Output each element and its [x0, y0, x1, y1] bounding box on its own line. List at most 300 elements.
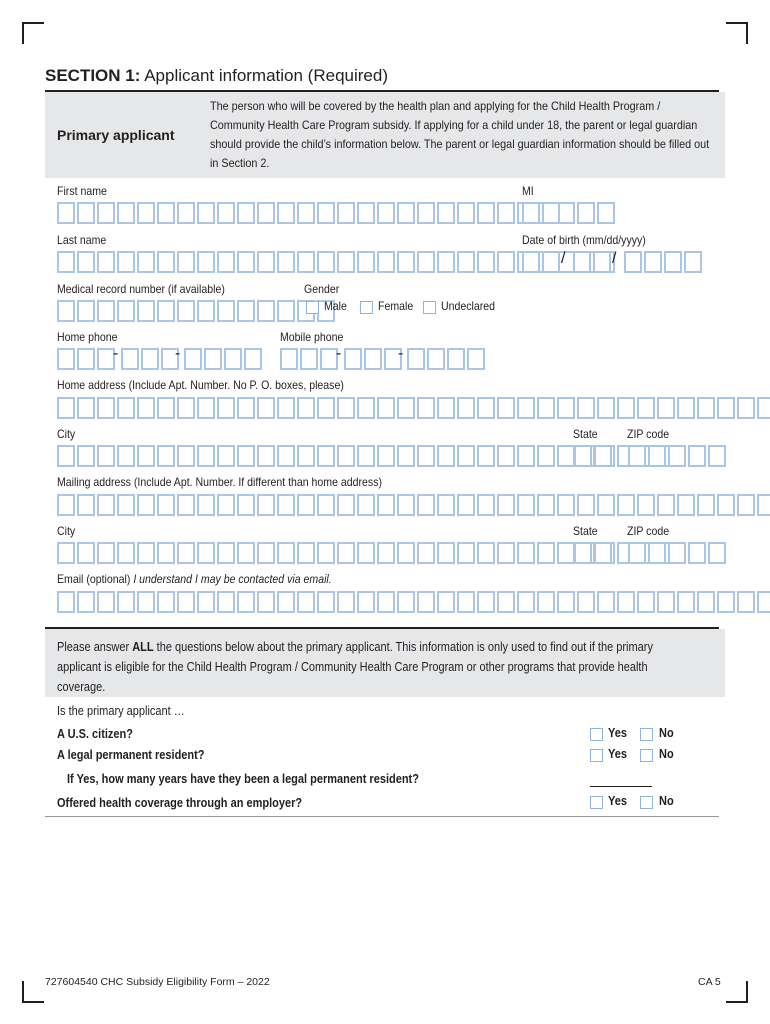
- char-box[interactable]: [737, 494, 755, 516]
- char-box[interactable]: [117, 591, 135, 613]
- char-box[interactable]: [177, 494, 195, 516]
- char-box[interactable]: [397, 251, 415, 273]
- char-box[interactable]: [344, 348, 362, 370]
- char-box[interactable]: [628, 542, 646, 564]
- char-box[interactable]: [457, 202, 475, 224]
- char-box[interactable]: [177, 397, 195, 419]
- char-box[interactable]: [437, 542, 455, 564]
- char-box[interactable]: [397, 202, 415, 224]
- char-box[interactable]: [77, 445, 95, 467]
- char-box[interactable]: [593, 251, 611, 273]
- char-box[interactable]: [557, 542, 575, 564]
- question-employer: Offered health coverage through an employer?: [57, 796, 303, 810]
- char-box[interactable]: [257, 397, 275, 419]
- mi-label: MI: [522, 184, 534, 198]
- char-box[interactable]: [117, 202, 135, 224]
- char-box[interactable]: [317, 251, 335, 273]
- char-box[interactable]: [397, 445, 415, 467]
- char-box[interactable]: [57, 591, 75, 613]
- char-box[interactable]: [317, 591, 335, 613]
- char-box[interactable]: [597, 591, 615, 613]
- char-box[interactable]: [357, 494, 375, 516]
- lpr-yes-checkbox[interactable]: [590, 749, 603, 762]
- char-box[interactable]: [137, 202, 155, 224]
- char-box[interactable]: [537, 542, 555, 564]
- employer-no-checkbox[interactable]: [640, 796, 653, 809]
- char-box[interactable]: [467, 348, 485, 370]
- char-box[interactable]: [668, 542, 686, 564]
- char-box[interactable]: [573, 251, 591, 273]
- char-box[interactable]: [277, 542, 295, 564]
- char-box[interactable]: [224, 348, 242, 370]
- char-box[interactable]: [300, 348, 318, 370]
- char-box[interactable]: [597, 202, 615, 224]
- char-box[interactable]: [177, 445, 195, 467]
- char-box[interactable]: [497, 494, 515, 516]
- char-box[interactable]: [357, 445, 375, 467]
- gender-male-checkbox[interactable]: [306, 301, 319, 314]
- char-box[interactable]: [477, 397, 495, 419]
- mailing-address-field[interactable]: [57, 494, 770, 516]
- char-box[interactable]: [57, 494, 75, 516]
- char-box[interactable]: [437, 251, 455, 273]
- mailing-state-field[interactable]: [574, 542, 614, 564]
- char-box[interactable]: [577, 202, 595, 224]
- mobile-phone-line-field[interactable]: [407, 348, 487, 370]
- char-box[interactable]: [557, 445, 575, 467]
- mailing-address-label: Mailing address (Include Apt. Number. If different than home address): [57, 475, 382, 489]
- char-box[interactable]: [477, 251, 495, 273]
- char-box[interactable]: [624, 251, 642, 273]
- mrn-field[interactable]: [57, 300, 337, 322]
- char-box[interactable]: [257, 251, 275, 273]
- char-box[interactable]: [197, 494, 215, 516]
- char-box[interactable]: [157, 300, 175, 322]
- char-box[interactable]: [664, 251, 682, 273]
- char-box[interactable]: [417, 494, 435, 516]
- char-box[interactable]: [257, 542, 275, 564]
- char-box[interactable]: [257, 202, 275, 224]
- char-box[interactable]: [517, 591, 535, 613]
- char-box[interactable]: [337, 251, 355, 273]
- char-box[interactable]: [377, 494, 395, 516]
- char-box[interactable]: [57, 445, 75, 467]
- char-box[interactable]: [577, 494, 595, 516]
- char-box[interactable]: [57, 348, 75, 370]
- email-field[interactable]: [57, 591, 770, 613]
- char-box[interactable]: [357, 251, 375, 273]
- char-box[interactable]: [574, 445, 592, 467]
- char-box[interactable]: [117, 251, 135, 273]
- email-label: [57, 572, 332, 586]
- char-box[interactable]: [237, 542, 255, 564]
- char-box[interactable]: [177, 300, 195, 322]
- char-box[interactable]: [708, 542, 726, 564]
- home-phone-area-field[interactable]: [57, 348, 117, 370]
- char-box[interactable]: [757, 591, 770, 613]
- state-field[interactable]: [574, 445, 614, 467]
- zip-field[interactable]: [628, 445, 728, 467]
- char-box[interactable]: [137, 542, 155, 564]
- char-box[interactable]: [237, 591, 255, 613]
- char-box[interactable]: [117, 542, 135, 564]
- char-box[interactable]: [457, 251, 475, 273]
- citizen-no-checkbox[interactable]: [640, 728, 653, 741]
- char-box[interactable]: [457, 445, 475, 467]
- char-box[interactable]: [277, 300, 295, 322]
- char-box[interactable]: [574, 542, 592, 564]
- char-box[interactable]: [277, 202, 295, 224]
- char-box[interactable]: [317, 445, 335, 467]
- char-box[interactable]: [477, 202, 495, 224]
- char-box[interactable]: [141, 348, 159, 370]
- char-box[interactable]: [437, 591, 455, 613]
- char-box[interactable]: [597, 397, 615, 419]
- char-box[interactable]: [297, 542, 315, 564]
- char-box[interactable]: [337, 591, 355, 613]
- char-box[interactable]: [217, 202, 235, 224]
- char-box[interactable]: [637, 591, 655, 613]
- char-box[interactable]: [617, 591, 635, 613]
- char-box[interactable]: [688, 542, 706, 564]
- mobile-phone-area-field[interactable]: [280, 348, 340, 370]
- char-box[interactable]: [177, 251, 195, 273]
- char-box[interactable]: [637, 494, 655, 516]
- char-box[interactable]: [437, 445, 455, 467]
- home-address-field[interactable]: [57, 397, 770, 419]
- section-title: [45, 66, 388, 86]
- char-box[interactable]: [397, 397, 415, 419]
- char-box[interactable]: [437, 202, 455, 224]
- char-box[interactable]: [197, 397, 215, 419]
- char-box[interactable]: [677, 494, 695, 516]
- char-box[interactable]: [257, 494, 275, 516]
- char-box[interactable]: [257, 591, 275, 613]
- char-box[interactable]: [137, 591, 155, 613]
- char-box[interactable]: [537, 397, 555, 419]
- char-box[interactable]: [117, 397, 135, 419]
- char-box[interactable]: [377, 202, 395, 224]
- char-box[interactable]: [577, 397, 595, 419]
- char-box[interactable]: [557, 397, 575, 419]
- char-box[interactable]: [217, 591, 235, 613]
- char-box[interactable]: [377, 251, 395, 273]
- char-box[interactable]: [617, 397, 635, 419]
- char-box[interactable]: [417, 397, 435, 419]
- char-box[interactable]: [237, 397, 255, 419]
- char-box[interactable]: [77, 348, 95, 370]
- char-box[interactable]: [377, 397, 395, 419]
- char-box[interactable]: [477, 494, 495, 516]
- char-box[interactable]: [137, 251, 155, 273]
- char-box[interactable]: [557, 494, 575, 516]
- char-box[interactable]: [117, 300, 135, 322]
- char-box[interactable]: [157, 591, 175, 613]
- char-box[interactable]: [648, 445, 666, 467]
- char-box[interactable]: [317, 494, 335, 516]
- char-box[interactable]: [57, 542, 75, 564]
- char-box[interactable]: [280, 348, 298, 370]
- char-box[interactable]: [437, 397, 455, 419]
- lpr-years-input-line[interactable]: [590, 786, 652, 787]
- mobile-phone-prefix-field[interactable]: [344, 348, 404, 370]
- char-box[interactable]: [137, 494, 155, 516]
- char-box[interactable]: [97, 445, 115, 467]
- char-box[interactable]: [337, 445, 355, 467]
- char-box[interactable]: [97, 397, 115, 419]
- char-box[interactable]: [317, 202, 335, 224]
- char-box[interactable]: [717, 591, 735, 613]
- char-box[interactable]: [522, 202, 540, 224]
- char-box[interactable]: [397, 494, 415, 516]
- citizen-yes-checkbox[interactable]: [590, 728, 603, 741]
- char-box[interactable]: [97, 202, 115, 224]
- char-box[interactable]: [648, 542, 666, 564]
- char-box[interactable]: [477, 591, 495, 613]
- char-box[interactable]: [157, 397, 175, 419]
- char-box[interactable]: [77, 300, 95, 322]
- char-box[interactable]: [117, 445, 135, 467]
- char-box[interactable]: [397, 542, 415, 564]
- char-box[interactable]: [657, 397, 675, 419]
- char-box[interactable]: [427, 348, 445, 370]
- char-box[interactable]: [708, 445, 726, 467]
- char-box[interactable]: [217, 300, 235, 322]
- char-box[interactable]: [117, 494, 135, 516]
- char-box[interactable]: [217, 397, 235, 419]
- home-phone-line-field[interactable]: [184, 348, 264, 370]
- char-box[interactable]: [197, 591, 215, 613]
- char-box[interactable]: [437, 494, 455, 516]
- char-box[interactable]: [594, 445, 612, 467]
- char-box[interactable]: [447, 348, 465, 370]
- char-box[interactable]: [457, 397, 475, 419]
- char-box[interactable]: [184, 348, 202, 370]
- char-box[interactable]: [417, 542, 435, 564]
- char-box[interactable]: [644, 251, 662, 273]
- char-box[interactable]: [237, 251, 255, 273]
- char-box[interactable]: [737, 397, 755, 419]
- char-box[interactable]: [517, 445, 535, 467]
- char-box[interactable]: [337, 397, 355, 419]
- char-box[interactable]: [297, 591, 315, 613]
- mailing-zip-field[interactable]: [628, 542, 728, 564]
- char-box[interactable]: [457, 542, 475, 564]
- char-box[interactable]: [357, 397, 375, 419]
- char-box[interactable]: [97, 251, 115, 273]
- char-box[interactable]: [537, 591, 555, 613]
- char-box[interactable]: [537, 494, 555, 516]
- home-phone-prefix-field[interactable]: [121, 348, 181, 370]
- char-box[interactable]: [97, 542, 115, 564]
- char-box[interactable]: [297, 494, 315, 516]
- char-box[interactable]: [137, 300, 155, 322]
- char-box[interactable]: [357, 591, 375, 613]
- char-box[interactable]: [617, 494, 635, 516]
- char-box[interactable]: [257, 300, 275, 322]
- dob-day-field[interactable]: [573, 251, 613, 273]
- char-box[interactable]: [457, 591, 475, 613]
- char-box[interactable]: [417, 591, 435, 613]
- char-box[interactable]: [497, 542, 515, 564]
- char-box[interactable]: [217, 542, 235, 564]
- char-box[interactable]: [177, 202, 195, 224]
- char-box[interactable]: [97, 300, 115, 322]
- char-box[interactable]: [377, 445, 395, 467]
- employer-yes-checkbox[interactable]: [590, 796, 603, 809]
- char-box[interactable]: [277, 494, 295, 516]
- char-box[interactable]: [77, 591, 95, 613]
- char-box[interactable]: [297, 251, 315, 273]
- char-box[interactable]: [717, 494, 735, 516]
- char-box[interactable]: [657, 591, 675, 613]
- char-box[interactable]: [697, 494, 715, 516]
- char-box[interactable]: [317, 397, 335, 419]
- char-box[interactable]: [542, 251, 560, 273]
- home-phone-dash-2: -: [175, 345, 181, 362]
- crop-mark-bottom-left: [22, 981, 44, 1003]
- char-box[interactable]: [717, 397, 735, 419]
- char-box[interactable]: [77, 542, 95, 564]
- char-box[interactable]: [377, 542, 395, 564]
- char-box[interactable]: [457, 494, 475, 516]
- gender-undeclared-checkbox[interactable]: [423, 301, 436, 314]
- mi-field[interactable]: [522, 202, 562, 224]
- dob-year-field[interactable]: [624, 251, 704, 273]
- char-box[interactable]: [337, 202, 355, 224]
- dob-label: Date of birth (mm/dd/yyyy): [522, 233, 646, 247]
- char-box[interactable]: [417, 202, 435, 224]
- char-box[interactable]: [197, 251, 215, 273]
- char-box[interactable]: [677, 397, 695, 419]
- char-box[interactable]: [97, 591, 115, 613]
- char-box[interactable]: [497, 445, 515, 467]
- crop-mark-bottom-right: [726, 981, 748, 1003]
- questions-bottom-rule: [45, 816, 719, 817]
- char-box[interactable]: [137, 445, 155, 467]
- char-box[interactable]: [277, 591, 295, 613]
- char-box[interactable]: [237, 445, 255, 467]
- char-box[interactable]: [497, 397, 515, 419]
- char-box[interactable]: [337, 542, 355, 564]
- char-box[interactable]: [577, 591, 595, 613]
- char-box[interactable]: [197, 202, 215, 224]
- lpr-no-checkbox[interactable]: [640, 749, 653, 762]
- char-box[interactable]: [57, 251, 75, 273]
- char-box[interactable]: [688, 445, 706, 467]
- char-box[interactable]: [257, 445, 275, 467]
- char-box[interactable]: [677, 591, 695, 613]
- char-box[interactable]: [57, 202, 75, 224]
- char-box[interactable]: [121, 348, 139, 370]
- char-box[interactable]: [177, 591, 195, 613]
- gender-female-checkbox[interactable]: [360, 301, 373, 314]
- char-box[interactable]: [357, 542, 375, 564]
- char-box[interactable]: [297, 202, 315, 224]
- char-box[interactable]: [637, 397, 655, 419]
- char-box[interactable]: [204, 348, 222, 370]
- char-box[interactable]: [297, 445, 315, 467]
- char-box[interactable]: [197, 300, 215, 322]
- char-box[interactable]: [277, 251, 295, 273]
- char-box[interactable]: [657, 494, 675, 516]
- char-box[interactable]: [97, 494, 115, 516]
- char-box[interactable]: [57, 397, 75, 419]
- char-box[interactable]: [537, 445, 555, 467]
- char-box[interactable]: [628, 445, 646, 467]
- char-box[interactable]: [237, 300, 255, 322]
- char-box[interactable]: [137, 397, 155, 419]
- char-box[interactable]: [157, 445, 175, 467]
- char-box[interactable]: [277, 445, 295, 467]
- char-box[interactable]: [497, 591, 515, 613]
- char-box[interactable]: [157, 251, 175, 273]
- char-box[interactable]: [357, 202, 375, 224]
- char-box[interactable]: [77, 494, 95, 516]
- char-box[interactable]: [477, 542, 495, 564]
- char-box[interactable]: [177, 542, 195, 564]
- char-box[interactable]: [157, 202, 175, 224]
- char-box[interactable]: [757, 494, 770, 516]
- char-box[interactable]: [217, 251, 235, 273]
- char-box[interactable]: [594, 542, 612, 564]
- char-box[interactable]: [417, 445, 435, 467]
- char-box[interactable]: [477, 445, 495, 467]
- char-box[interactable]: [684, 251, 702, 273]
- char-box[interactable]: [317, 542, 335, 564]
- char-box[interactable]: [277, 397, 295, 419]
- char-box[interactable]: [217, 494, 235, 516]
- char-box[interactable]: [542, 202, 560, 224]
- char-box[interactable]: [297, 397, 315, 419]
- char-box[interactable]: [407, 348, 425, 370]
- char-box[interactable]: [77, 397, 95, 419]
- char-box[interactable]: [77, 202, 95, 224]
- char-box[interactable]: [557, 591, 575, 613]
- char-box[interactable]: [517, 542, 535, 564]
- char-box[interactable]: [417, 251, 435, 273]
- char-box[interactable]: [697, 397, 715, 419]
- char-box[interactable]: [157, 542, 175, 564]
- char-box[interactable]: [497, 202, 515, 224]
- char-box[interactable]: [597, 494, 615, 516]
- char-box[interactable]: [237, 494, 255, 516]
- char-box[interactable]: [157, 494, 175, 516]
- char-box[interactable]: [77, 251, 95, 273]
- char-box[interactable]: [522, 251, 540, 273]
- dob-month-field[interactable]: [522, 251, 562, 273]
- char-box[interactable]: [737, 591, 755, 613]
- char-box[interactable]: [217, 445, 235, 467]
- char-box[interactable]: [668, 445, 686, 467]
- char-box[interactable]: [377, 591, 395, 613]
- char-box[interactable]: [517, 397, 535, 419]
- char-box[interactable]: [244, 348, 262, 370]
- char-box[interactable]: [517, 494, 535, 516]
- char-box[interactable]: [397, 591, 415, 613]
- char-box[interactable]: [197, 542, 215, 564]
- char-box[interactable]: [364, 348, 382, 370]
- char-box[interactable]: [197, 445, 215, 467]
- char-box[interactable]: [697, 591, 715, 613]
- char-box[interactable]: [497, 251, 515, 273]
- char-box[interactable]: [237, 202, 255, 224]
- home-address-label: Home address (Include Apt. Number. No P. O. boxes, please): [57, 378, 344, 392]
- char-box[interactable]: [757, 397, 770, 419]
- mobile-phone-label: Mobile phone: [280, 330, 344, 344]
- char-box[interactable]: [337, 494, 355, 516]
- char-box[interactable]: [57, 300, 75, 322]
